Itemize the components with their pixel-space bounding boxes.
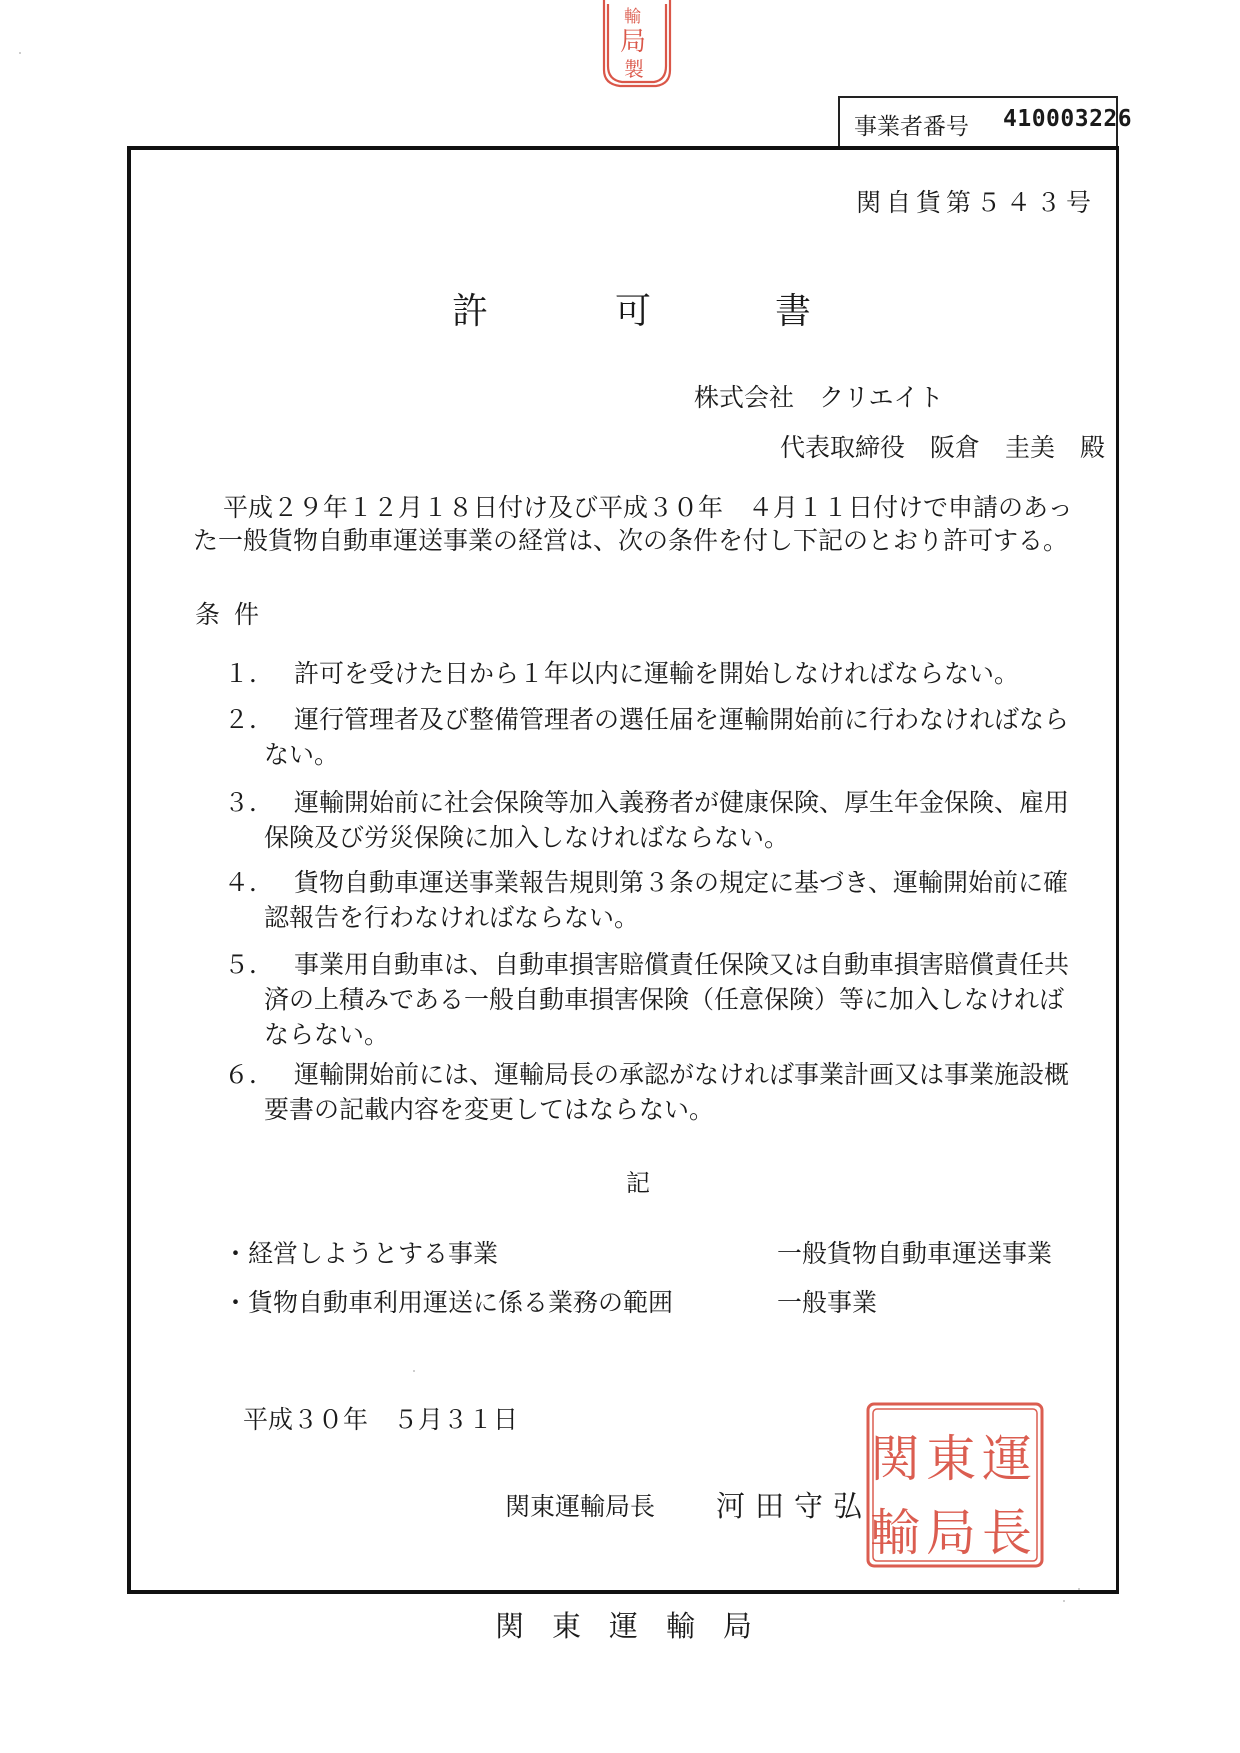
top-seal-char: 輸 [624, 7, 641, 27]
condition-number: ６． [224, 1060, 275, 1089]
seal-char: 関 [870, 1430, 920, 1488]
condition-text-line: 要書の記載内容を変更してはならない。 [264, 1095, 715, 1124]
conditions-heading: 条件 [195, 600, 274, 629]
records-heading: 記 [626, 1169, 650, 1197]
condition-text-line: 済の上積みである一般自動車損害保険（任意保険）等に加入しなければ [264, 985, 1065, 1014]
record-value: 一般貨物自動車運送事業 [777, 1239, 1053, 1268]
record-value: 一般事業 [777, 1288, 878, 1317]
condition-text-line: 運行管理者及び整備管理者の選任届を運輸開始前に行わなければなら [294, 705, 1070, 734]
top-seal-char: 局 [620, 27, 647, 57]
condition-text-line: ならない。 [264, 1020, 390, 1049]
condition-number: ４． [224, 868, 275, 897]
scan-speck [1063, 1600, 1065, 1602]
top-stamp-seal [598, 0, 676, 92]
condition-text-line: 運輸開始前には、運輸局長の承認がなければ事業計画又は事業施設概 [294, 1060, 1070, 1089]
intro-paragraph-line: た一般貨物自動車運送事業の経営は、次の条件を付し下記のとおり許可する。 [193, 526, 1069, 555]
condition-number: ３． [224, 788, 275, 817]
top-seal-char: 製 [624, 57, 644, 81]
record-item: ・貨物自動車利用運送に係る業務の範囲 [223, 1288, 674, 1317]
seal-char: 長 [982, 1504, 1032, 1562]
record-item: ・経営しようとする事業 [223, 1239, 499, 1268]
seal-char: 局 [926, 1504, 976, 1562]
document-title-char: 許 [452, 291, 489, 332]
document-title-char: 書 [775, 291, 812, 332]
seal-char: 運 [982, 1430, 1032, 1488]
condition-text-line: 運輸開始前に社会保険等加入義務者が健康保険、厚生年金保険、雇用 [294, 788, 1070, 817]
scan-speck [413, 1370, 415, 1372]
condition-number: １． [224, 659, 275, 688]
condition-text-line: 許可を受けた日から１年以内に運輸を開始しなければならない。 [294, 659, 1020, 688]
issuer-title: 関東運輸局長 [505, 1492, 656, 1521]
document-number: 関自貨第５４３号 [856, 188, 1097, 217]
condition-text-line: 事業用自動車は、自動車損害賠償責任保険又は自動車損害賠償責任共 [294, 950, 1070, 979]
business-number-value: 410003226 [1003, 106, 1133, 132]
condition-text-line: ない。 [264, 740, 340, 769]
recipient-company: 株式会社 クリエイト [694, 383, 944, 412]
condition-text-line: 保険及び労災保険に加入しなければならない。 [264, 823, 790, 852]
document-title-char: 可 [615, 291, 652, 332]
issuer-name: 河田守弘 [716, 1489, 873, 1523]
seal-char: 輸 [870, 1504, 920, 1562]
condition-number: ２． [224, 705, 275, 734]
issue-date: 平成３０年 ５月３１日 [243, 1405, 519, 1434]
seal-char: 東 [926, 1430, 976, 1488]
scan-speck [19, 52, 21, 54]
intro-paragraph-line: 平成２９年１２月１８日付け及び平成３０年 ４月１１日付けで申請のあっ [223, 493, 1073, 522]
scan-speck [1078, 1588, 1080, 1590]
condition-text-line: 貨物自動車運送事業報告規則第３条の規定に基づき、運輸開始前に確 [294, 868, 1069, 897]
recipient-representative: 代表取締役 阪倉 圭美 殿 [780, 433, 1106, 462]
official-seal [864, 1400, 1046, 1570]
business-number-label: 事業者番号 [854, 114, 969, 140]
condition-number: ５． [224, 950, 275, 979]
condition-text-line: 認報告を行わなければならない。 [264, 903, 640, 932]
footer-issuer: 関東運輸局 [495, 1609, 781, 1643]
